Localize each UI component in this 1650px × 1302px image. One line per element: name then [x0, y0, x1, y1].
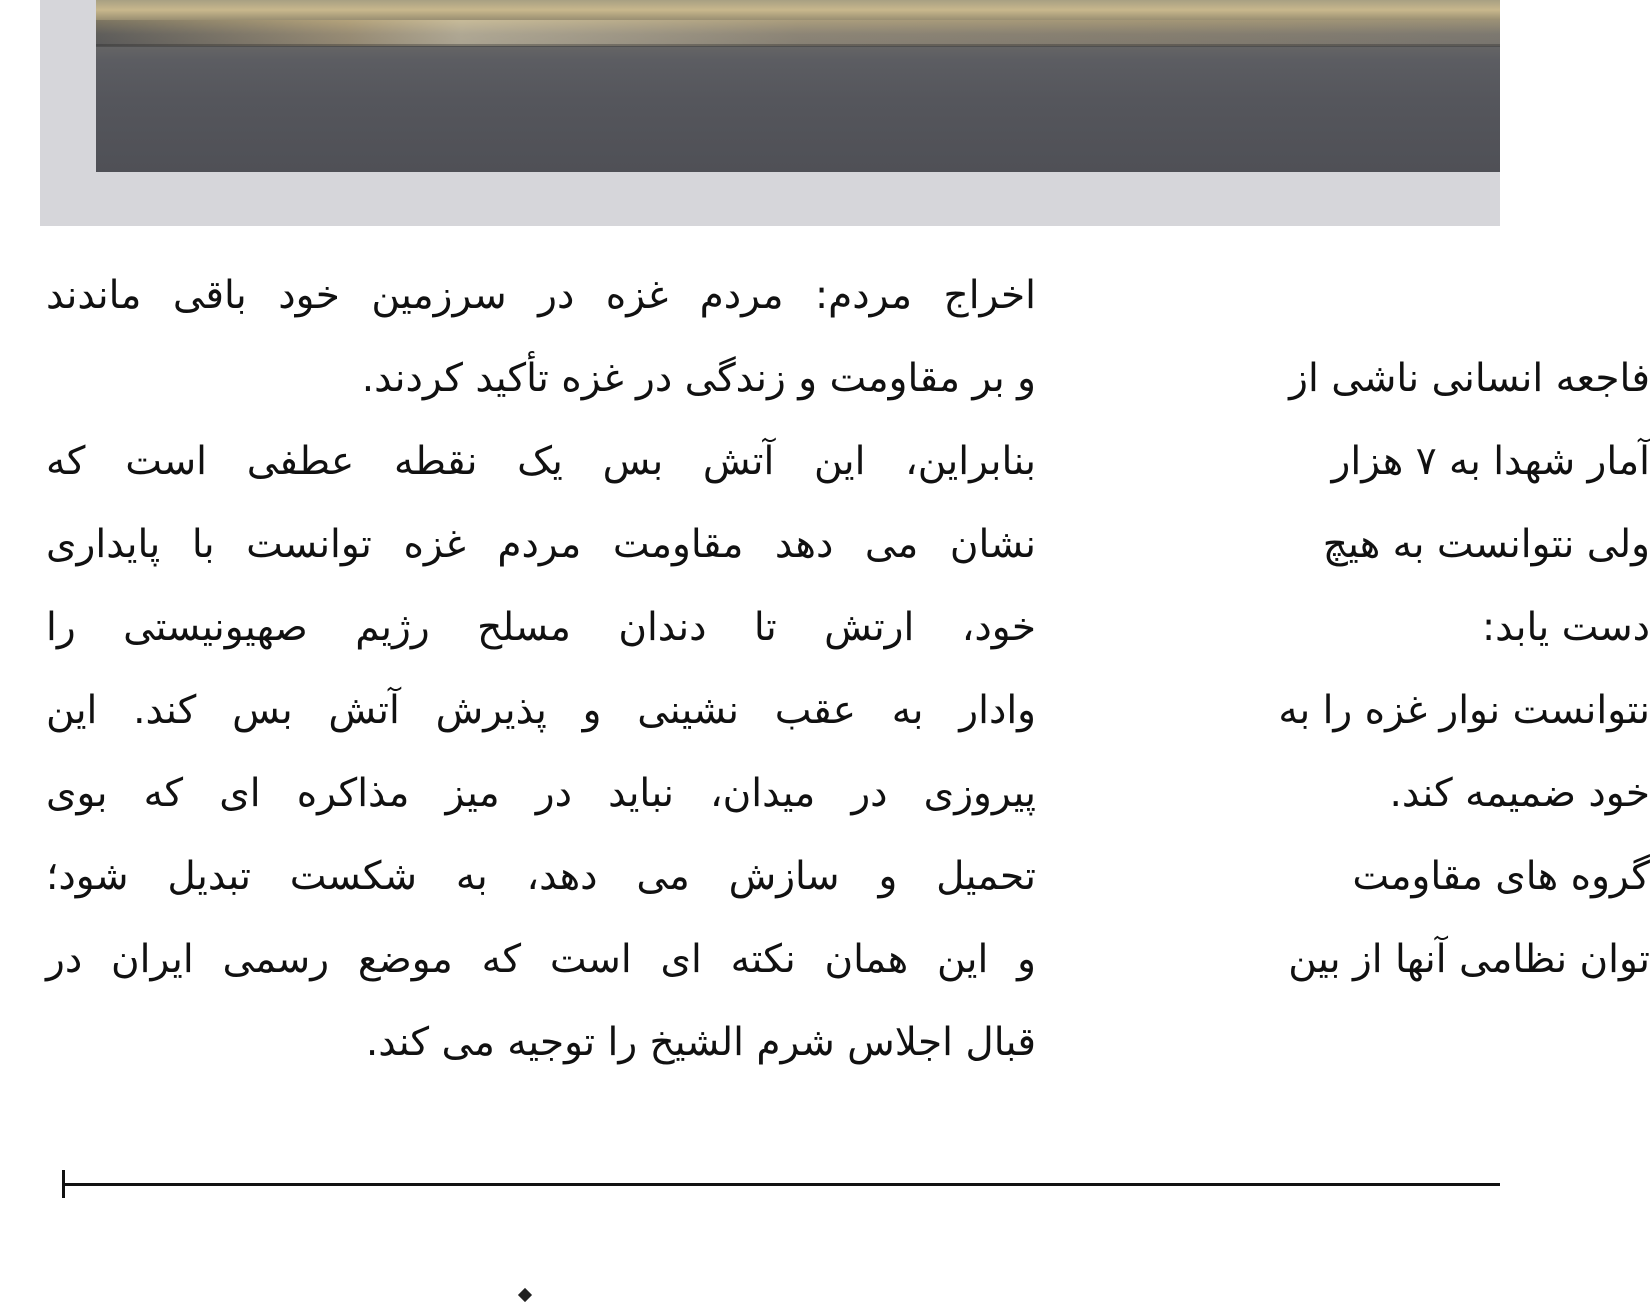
- paragraph-1: [46, 254, 1036, 420]
- text-line: تحمیل و سازش می دهد، به شکست تبدیل شود؛: [46, 854, 1036, 899]
- text-line: ولی نتوانست به هیچ: [1322, 522, 1650, 567]
- article-right-column: [1130, 337, 1650, 1001]
- paragraph-2: [46, 420, 1036, 1084]
- section-divider: [64, 1183, 1500, 1186]
- text-line: گروه های مقاومت: [1352, 854, 1650, 899]
- text-line: خود، ارتش تا دندان مسلح رژیم صهیونیستی را: [46, 605, 1036, 650]
- news-photo: [96, 0, 1500, 172]
- text-line: فاجعه انسانی ناشی از: [1289, 356, 1650, 401]
- text-line: و بر مقاومت و زندگی در غزه تأکید کردند.: [361, 356, 1036, 401]
- text-line: آمار شهدا به ۷ هزار: [1331, 439, 1650, 484]
- text-line: وادار به عقب نشینی و پذیرش آتش بس کند. این: [46, 688, 1036, 733]
- text-line: نشان می دهد مقاومت مردم غزه توانست با پایداری: [46, 522, 1036, 567]
- text-line: و این همان نکته ای است که موضع رسمی ایران در: [46, 937, 1036, 982]
- text-line: پیروزی در میدان، نباید در میز مذاکره ای که بوی: [46, 771, 1036, 816]
- text-line: قبال اجلاس شرم الشیخ را توجیه می کند.: [365, 1020, 1036, 1065]
- article-main-column: [46, 254, 1036, 1084]
- text-line: دست یابد:: [1482, 605, 1650, 650]
- text-line: نتوانست نوار غزه را به: [1278, 688, 1650, 733]
- text-line: بنابراین، این آتش بس یک نقطه عطفی است که: [46, 439, 1036, 484]
- text-line: خود ضمیمه کند.: [1389, 771, 1650, 816]
- text-line: توان نظامی آنها از بین: [1288, 937, 1650, 982]
- text-line: اخراج مردم: مردم غزه در سرزمین خود باقی ماندند: [46, 273, 1036, 318]
- next-section-glyph: [518, 1288, 532, 1302]
